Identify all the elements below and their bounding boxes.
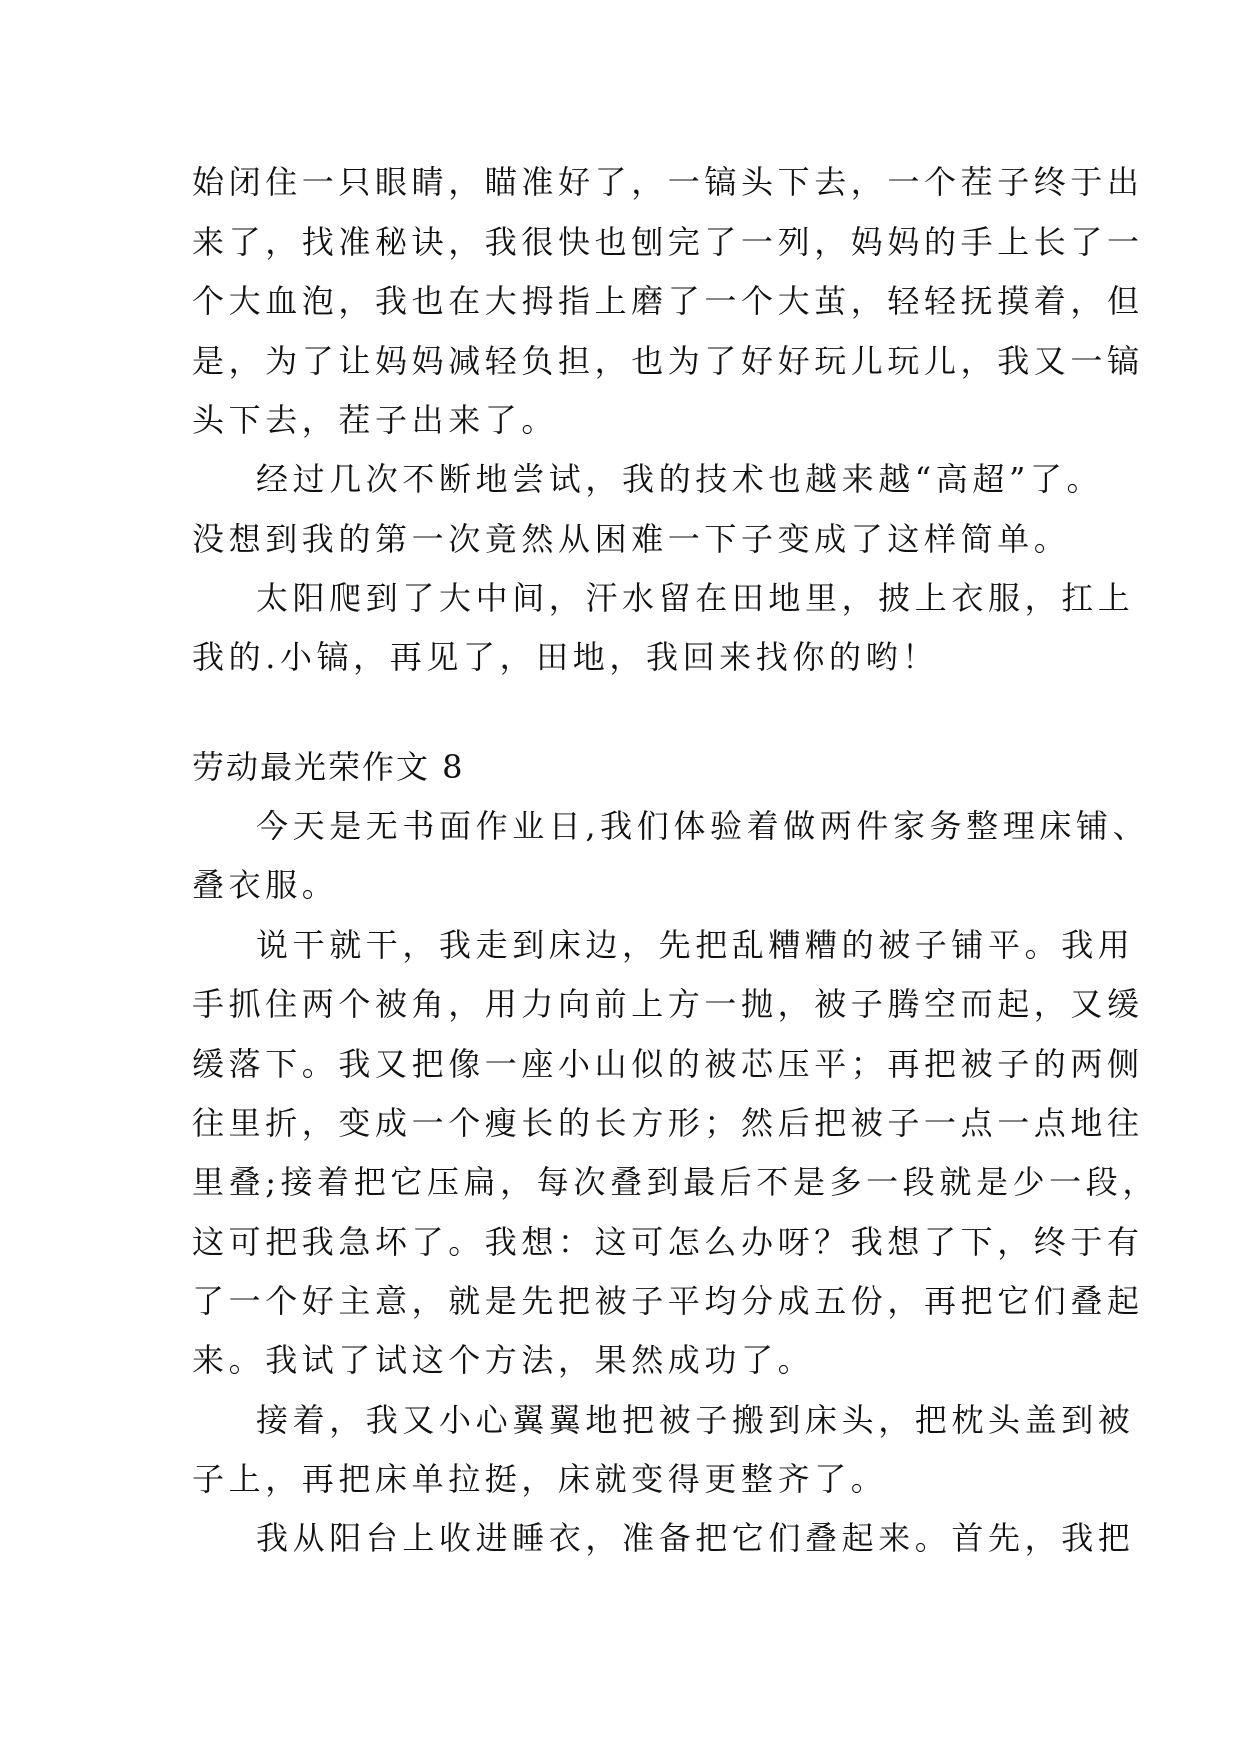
text-line: 我的.小镐，再见了，田地，我回来找你的哟！: [192, 638, 939, 676]
text-line: 我从阳台上收进睡衣，准备把它们叠起来。首先，我把: [256, 1519, 1135, 1557]
text-line: 今天是无书面作业日,我们体验着做两件家务整理床铺、: [256, 807, 1150, 845]
text-line: 说干就干，我走到床边，先把乱糟糟的被子铺平。我用: [256, 926, 1135, 964]
text-line: 手抓住两个被角，用力向前上方一抛，被子腾空而起，又缓: [192, 985, 1144, 1023]
text-line: 这可把我急坏了。我想：这可怎么办呀？我想了下，终于有: [192, 1223, 1144, 1261]
text-line: 个大血泡，我也在大拇指上磨了一个大茧，轻轻抚摸着，但: [192, 282, 1144, 320]
text-line: 里叠;接着把它压扁，每次叠到最后不是多一段就是少一段，: [192, 1163, 1159, 1201]
text-line: 经过几次不断地尝试，我的技术也越来越“高超”了。: [256, 460, 1104, 498]
text-line: 往里折，变成一个瘦长的长方形；然后把被子一点一点地往: [192, 1104, 1144, 1142]
text-line: 没想到我的第一次竟然从困难一下子变成了这样简单。: [192, 520, 1071, 558]
section-title: 劳动最光荣作文 8: [192, 748, 465, 786]
text-line: 来了，找准秘诀，我很快也刨完了一列，妈妈的手上长了一: [192, 223, 1144, 261]
text-line: 太阳爬到了大中间，汗水留在田地里，披上衣服，扛上: [256, 579, 1135, 617]
text-line: 子上，再把床单拉挺，床就变得更整齐了。: [192, 1460, 888, 1498]
text-line: 缓落下。我又把像一座小山似的被芯压平；再把被子的两侧: [192, 1045, 1144, 1083]
text-line: 了一个好主意，就是先把被子平均分成五份，再把它们叠起: [192, 1282, 1144, 1320]
text-line: 头下去，茬子出来了。: [192, 401, 559, 439]
text-line: 是，为了让妈妈减轻负担，也为了好好玩儿玩儿，我又一镐: [192, 342, 1144, 380]
text-line: 来。我试了试这个方法，果然成功了。: [192, 1341, 815, 1379]
text-line: 接着，我又小心翼翼地把被子搬到床头，把枕头盖到被: [256, 1401, 1135, 1439]
text-line: 始闭住一只眼睛，瞄准好了，一镐头下去，一个茬子终于出: [192, 163, 1144, 201]
text-line: 叠衣服。: [192, 866, 339, 904]
